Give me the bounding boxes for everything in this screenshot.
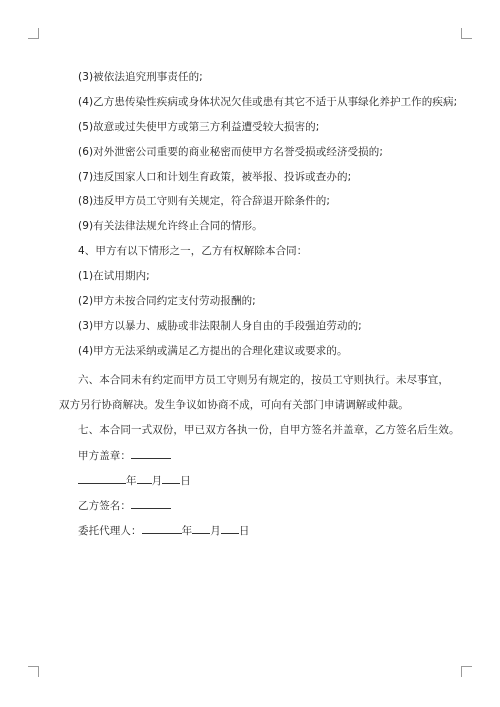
list-item: (3)甲方以暴力、威胁或非法限制人身自由的手段强迫劳动的;	[78, 320, 362, 332]
crop-mark-top-left	[28, 28, 39, 39]
year-label: 年	[181, 525, 193, 537]
list-item: (3)被依法追究刑事责任的;	[78, 71, 203, 83]
clause-seven: 七、本合同一式双份，甲已双方各执一份，自甲方签名并盖章，乙方签名后生效。	[78, 424, 460, 436]
day-label: 日	[238, 525, 250, 537]
party-a-date-line	[78, 473, 191, 488]
month-blank[interactable]	[137, 473, 152, 484]
crop-mark-bottom-left	[28, 666, 39, 677]
party-b-sign-line	[78, 498, 171, 513]
crop-mark-top-right	[461, 28, 472, 39]
list-item: (1)在试用期内;	[78, 270, 150, 282]
list-item: (4)乙方患传染性疾病或身体状况欠佳或患有其它不适于从事绿化养护工作的疾病;	[78, 96, 458, 108]
party-a-seal-blank[interactable]	[131, 448, 171, 459]
month-label: 月	[151, 475, 163, 487]
list-item: (7)违反国家人口和计划生育政策，被举报、投诉或查办的;	[78, 171, 352, 183]
year-blank[interactable]	[78, 473, 126, 484]
party-b-sign-label: 乙方签名：	[78, 500, 131, 512]
crop-mark-bottom-right	[461, 666, 472, 677]
agent-name-blank[interactable]	[142, 523, 182, 534]
year-label: 年	[126, 475, 137, 487]
list-item: (5)故意或过失使甲方或第三方利益遭受较大损害的;	[78, 121, 320, 133]
list-item: (2)甲方未按合同约定支付劳动报酬的;	[78, 295, 256, 307]
clause-six-line-2: 双方另行协商解决。发生争议如协商不成，可向有关部门申请调解或仲裁。	[59, 399, 409, 411]
clause-heading: 4、甲方有以下情形之一，乙方有权解除本合同：	[78, 245, 308, 257]
party-b-sign-blank[interactable]	[131, 498, 171, 509]
day-blank[interactable]	[162, 473, 180, 484]
clause-six-line-1: 六、本合同未有约定而甲方员工守则另有规定的，按员工守则执行。未尽事宜，	[78, 374, 449, 386]
month-blank[interactable]	[192, 523, 210, 534]
list-item: (9)有关法律法规允许终止合同的情形。	[78, 220, 263, 232]
list-item: (6)对外泄密公司重要的商业秘密而使甲方名誉受损或经济受损的;	[78, 146, 384, 158]
day-label: 日	[180, 475, 191, 487]
agent-label: 委托代理人：	[78, 525, 142, 537]
month-label: 月	[210, 525, 221, 537]
day-blank[interactable]	[221, 523, 239, 534]
party-a-seal-line	[78, 448, 171, 463]
list-item: (8)违反甲方员工守则有关规定，符合辞退开除条件的;	[78, 195, 331, 207]
list-item: (4)甲方无法采纳或满足乙方提出的合理化建议或要求的。	[78, 345, 348, 357]
party-a-seal-label: 甲方盖章：	[78, 450, 131, 462]
agent-line	[78, 523, 249, 538]
